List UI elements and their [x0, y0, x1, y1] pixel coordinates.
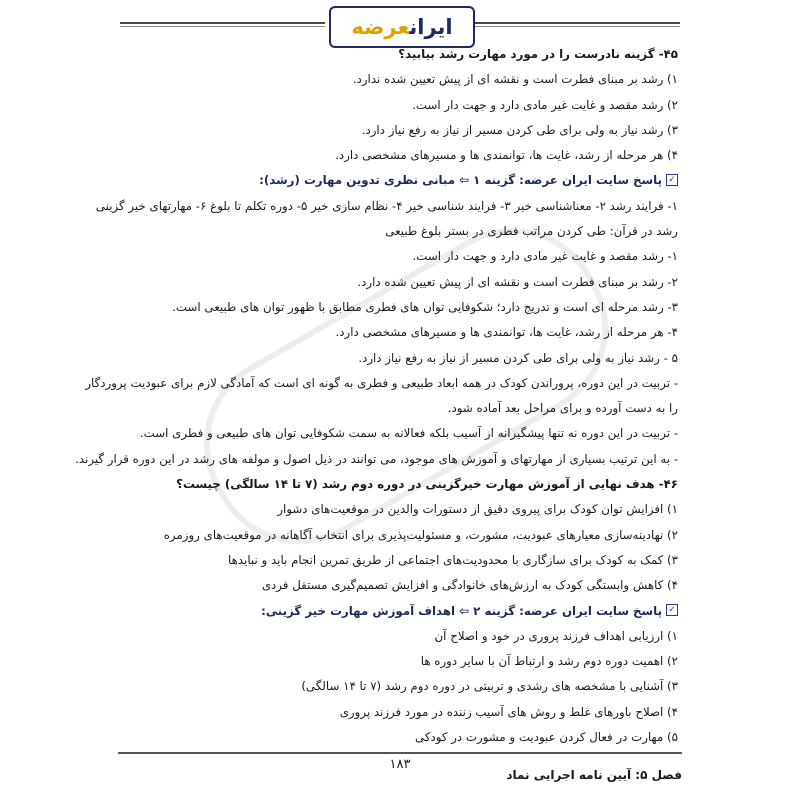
explanation-line: - تربیت در این دوره نه تنها پیشگیرانه از آسیب بلکه فعالانه به سمت شکوفایی توان های طبیعی و فطری است. — [139, 426, 678, 441]
header-rule-left-thin — [120, 26, 325, 27]
question-45-option-1: ۱) رشد بر مبنای فطرت است و نقشه ای از پیش تعیین شده ندارد. — [352, 72, 678, 87]
logo-text — [351, 15, 452, 39]
explanation-line: رشد در قرآن: طی کردن مراتب فطری در بستر بلوغ طبیعی — [385, 224, 678, 239]
explanation-line: ۵ - رشد نیاز به ولی برای طی کردن مسیر از نیاز به رفع نیاز دارد. — [358, 350, 678, 365]
page-number: ۱۸۳ — [389, 757, 411, 772]
explanation-line: ۱- رشد مقصد و غایت غیر مادی دارد و جهت دار است. — [412, 249, 678, 264]
explanation-line: ۴- هر مرحله از رشد، غایت ها، توانمندی ها و مسیرهای مشخصی دارد. — [335, 325, 678, 340]
question-46-option-1: ۱) افزایش توان کودک برای پیروی دقیق از دستورات والدین در موقعیت‌های دشوار — [277, 502, 678, 517]
logo-main-text: ایران — [409, 15, 453, 39]
question-46-option-2: ۲) نهادینه‌سازی معیارهای عبودیت، مشورت، و مسئولیت‌پذیری برای انتخاب آگاهانه در موقعیت‌های روزمره — [163, 527, 678, 542]
footer-rule — [118, 752, 682, 754]
goal-item: ۱) ارزیابی اهداف فرزند پروری در خود و اصلاح آن — [434, 628, 678, 643]
header-rule-right — [475, 22, 680, 24]
explanation-line: را به دست آورده و برای مراحل بعد آماده شود. — [447, 401, 678, 416]
goal-item: ۵) مهارت در فعال کردن عبودیت و مشورت در کودکی — [415, 730, 678, 745]
checkbox-icon: ✓ — [666, 604, 678, 616]
explanation-line: ۱- فرایند رشد ۲- معناشناسی خیر ۳- فرایند شناسی خیر ۴- نظام سازی خیر ۵- دوره تکلم تا بلوغ ۶- مهارتهای خیر گزینی — [95, 198, 678, 213]
explanation-line: ۲- رشد بر مبنای فطرت است و نقشه ای از پیش تعیین شده دارد. — [357, 274, 678, 289]
answer-46 — [148, 599, 678, 624]
goal-item: ۴) اصلاح باورهای غلط و روش های آسیب زننده در مورد فرزند پروری — [339, 704, 678, 719]
chapter-title: فصل ۵: آیین نامه اجرایی نماد — [506, 768, 682, 782]
question-46-title: ۴۶- هدف نهایی از آموزش مهارت خیرگزینی در دوره دوم رشد (۷ تا ۱۴ سالگی) چیست؟ — [176, 477, 678, 492]
explanation-line: - به این ترتیب بسیاری از مهارتهای و آموزش های موجود، می توانند در ذیل اصول و مولفه های رشد در این دوره قرار گیرند. — [75, 451, 678, 466]
question-46-option-4: ۴) کاهش وابستگی کودک به ارزش‌های خانوادگی و افزایش تصمیم‌گیری مستقل فردی — [261, 578, 678, 593]
goal-item: ۳) آشنایی با مشخصه های رشدی و تربیتی در دوره دوم رشد (۷ تا ۱۴ سالگی) — [301, 679, 678, 694]
logo-accent-text: عرضه — [351, 15, 410, 39]
checkbox-icon: ✓ — [666, 174, 678, 186]
header-rule-left — [120, 22, 325, 24]
header-rule-right-thin — [475, 26, 680, 27]
question-45-title: ۴۵- گزینه نادرست را در مورد مهارت رشد بیابید؟ — [398, 47, 678, 61]
explanation-line: ۳- رشد مرحله ای است و تدریج دارد؛ شکوفایی توان های فطری مطابق با ظهور توان های طبیعی است. — [172, 299, 678, 314]
answer-45-text: پاسخ سایت ایران عرضه: گزینه ۱ ⇦ مبانی نظری تدوین مهارت (رشد): — [259, 173, 662, 188]
question-46-option-3: ۳) کمک به کودک برای سازگاری با محدودیت‌های اجتماعی از طریق تمرین انجام باید و نبایدها — [228, 552, 678, 567]
goal-item: ۲) اهمیت دوره دوم رشد و ارتباط آن با سایر دوره ها — [420, 654, 678, 669]
question-45-option-3: ۳) رشد نیاز به ولی برای طی کردن مسیر از نیاز به رفع نیاز دارد. — [361, 122, 678, 137]
answer-45 — [148, 168, 678, 193]
question-45-option-2: ۲) رشد مقصد و غایت غیر مادی دارد و جهت دار است. — [412, 97, 678, 112]
question-45-option-4: ۴) هر مرحله از رشد، غایت ها، توانمندی ها و مسیرهای مشخصی دارد. — [335, 148, 678, 163]
document-body — [75, 42, 678, 750]
answer-46-text: پاسخ سایت ایران عرضه: گزینه ۲ ⇦ اهداف آموزش مهارت خیر گزینی: — [261, 603, 662, 618]
explanation-line: - تربیت در این دوره، پروراندن کودک در همه ابعاد طبیعی و فطری به گونه ای است که آمادگی لازم برای عبودیت پروردگار — [85, 375, 678, 390]
